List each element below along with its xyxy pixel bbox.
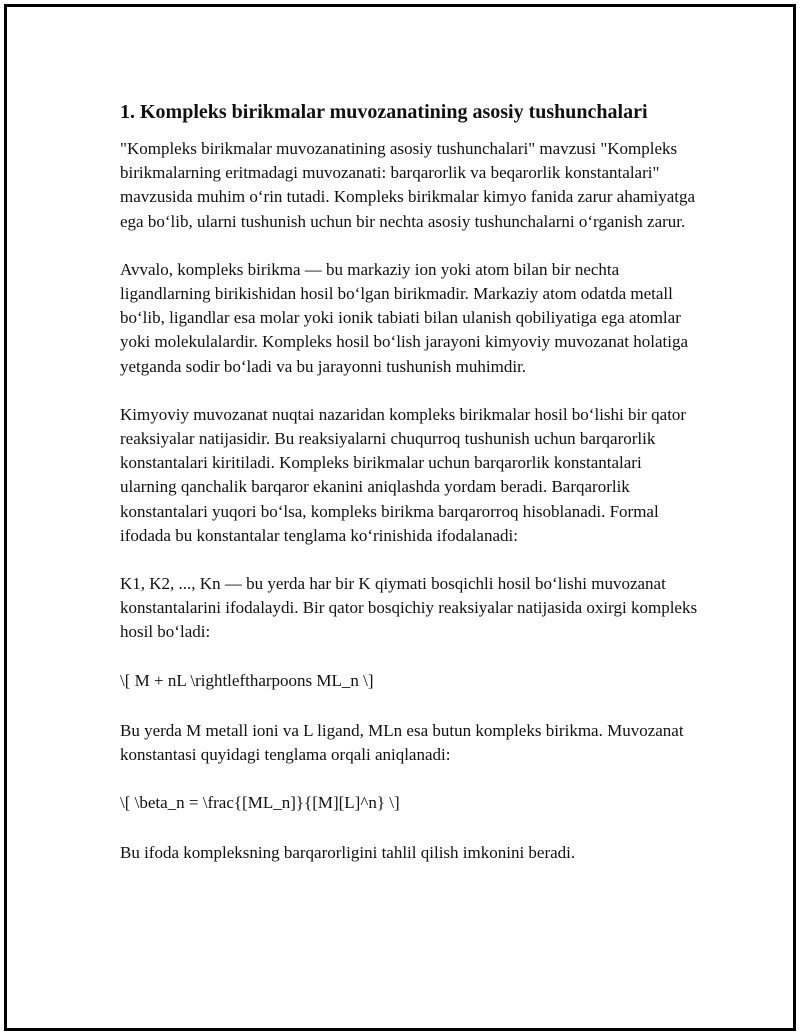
paragraph-conclusion: Bu ifoda kompleksning barqarorligini tahlil qilish imkonini beradi. [120,843,576,863]
paragraph-equilibrium: Kimyoviy muvozanat nuqtai nazaridan kompleks birikmalar hosil bo‘lishi bir qator reaksiyalar natijasidir. Bu reaksiyalarni chuqurroq tushunish uchun barqarorlik konstantalari kiritiladi. Kompleks birikmalar uchun barqarorlik konstantalari ularning qanchalik barqaror ekanini aniqlashda yordam beradi. Barqarorlik konstantalari yuqori bo‘lsa, kompleks birikma barqarorroq hisoblanadi. Formal ifodada bu konstantalar tenglama ko‘rinishida ifodalanadi: [120,404,687,545]
paragraph-stepwise-constants: K1, K2, ..., Kn — bu yerda har bir K qiymati bosqichli hosil bo‘lishi muvozanat konstantalarini ifodalaydi. Bir qator bosqichiy reaksiyalar natijasida oxirgi kompleks hosil bo‘ladi: [120,574,698,642]
paragraph-intro: "Kompleks birikmalar muvozanatining asosiy tushunchalari" mavzusi "Kompleks birikmalarning eritmadagi muvozanati: barqarorlik va beqarorlik konstantalari" mavzusida muhim o‘rin tutadi. Kompleks birikmalar kimyo fanida zarur ahamiyatga ega bo‘lib, ularni tushunish uchun bir nechta asosiy tushunchalarni o‘rganish zarur. [120,139,696,231]
section-title: 1. Kompleks birikmalar muvozanatining asosiy tushunchalari [120,101,648,123]
paragraph-definition: Avvalo, kompleks birikma — bu markaziy ion yoki atom bilan bir nechta ligandlarning birikishidan hosil bo‘lgan birikmadir. Markaziy atom odatda metall bo‘lib, ligandlar esa molar yoki ionik tabiati bilan ulanish qobiliyatiga ega atomlar yoki molekulalardir. Kompleks hosil bo‘lish jarayoni kimyoviy muvozanat holatiga yetganda sodir bo‘ladi va bu jarayonni tushunish muhimdir. [120,259,688,376]
document-body [120,95,700,890]
page-frame [4,4,796,1031]
formula-beta: \[ \beta_n = \frac{[ML_n]}{[M][L]^n} \] [120,793,400,813]
paragraph-explanation: Bu yerda M metall ioni va L ligand, MLn esa butun kompleks birikma. Muvozanat konstantasi quyidagi tenglama orqali aniqlanadi: [120,720,684,765]
formula-reaction: \[ M + nL \rightleftharpoons ML_n \] [120,670,374,690]
